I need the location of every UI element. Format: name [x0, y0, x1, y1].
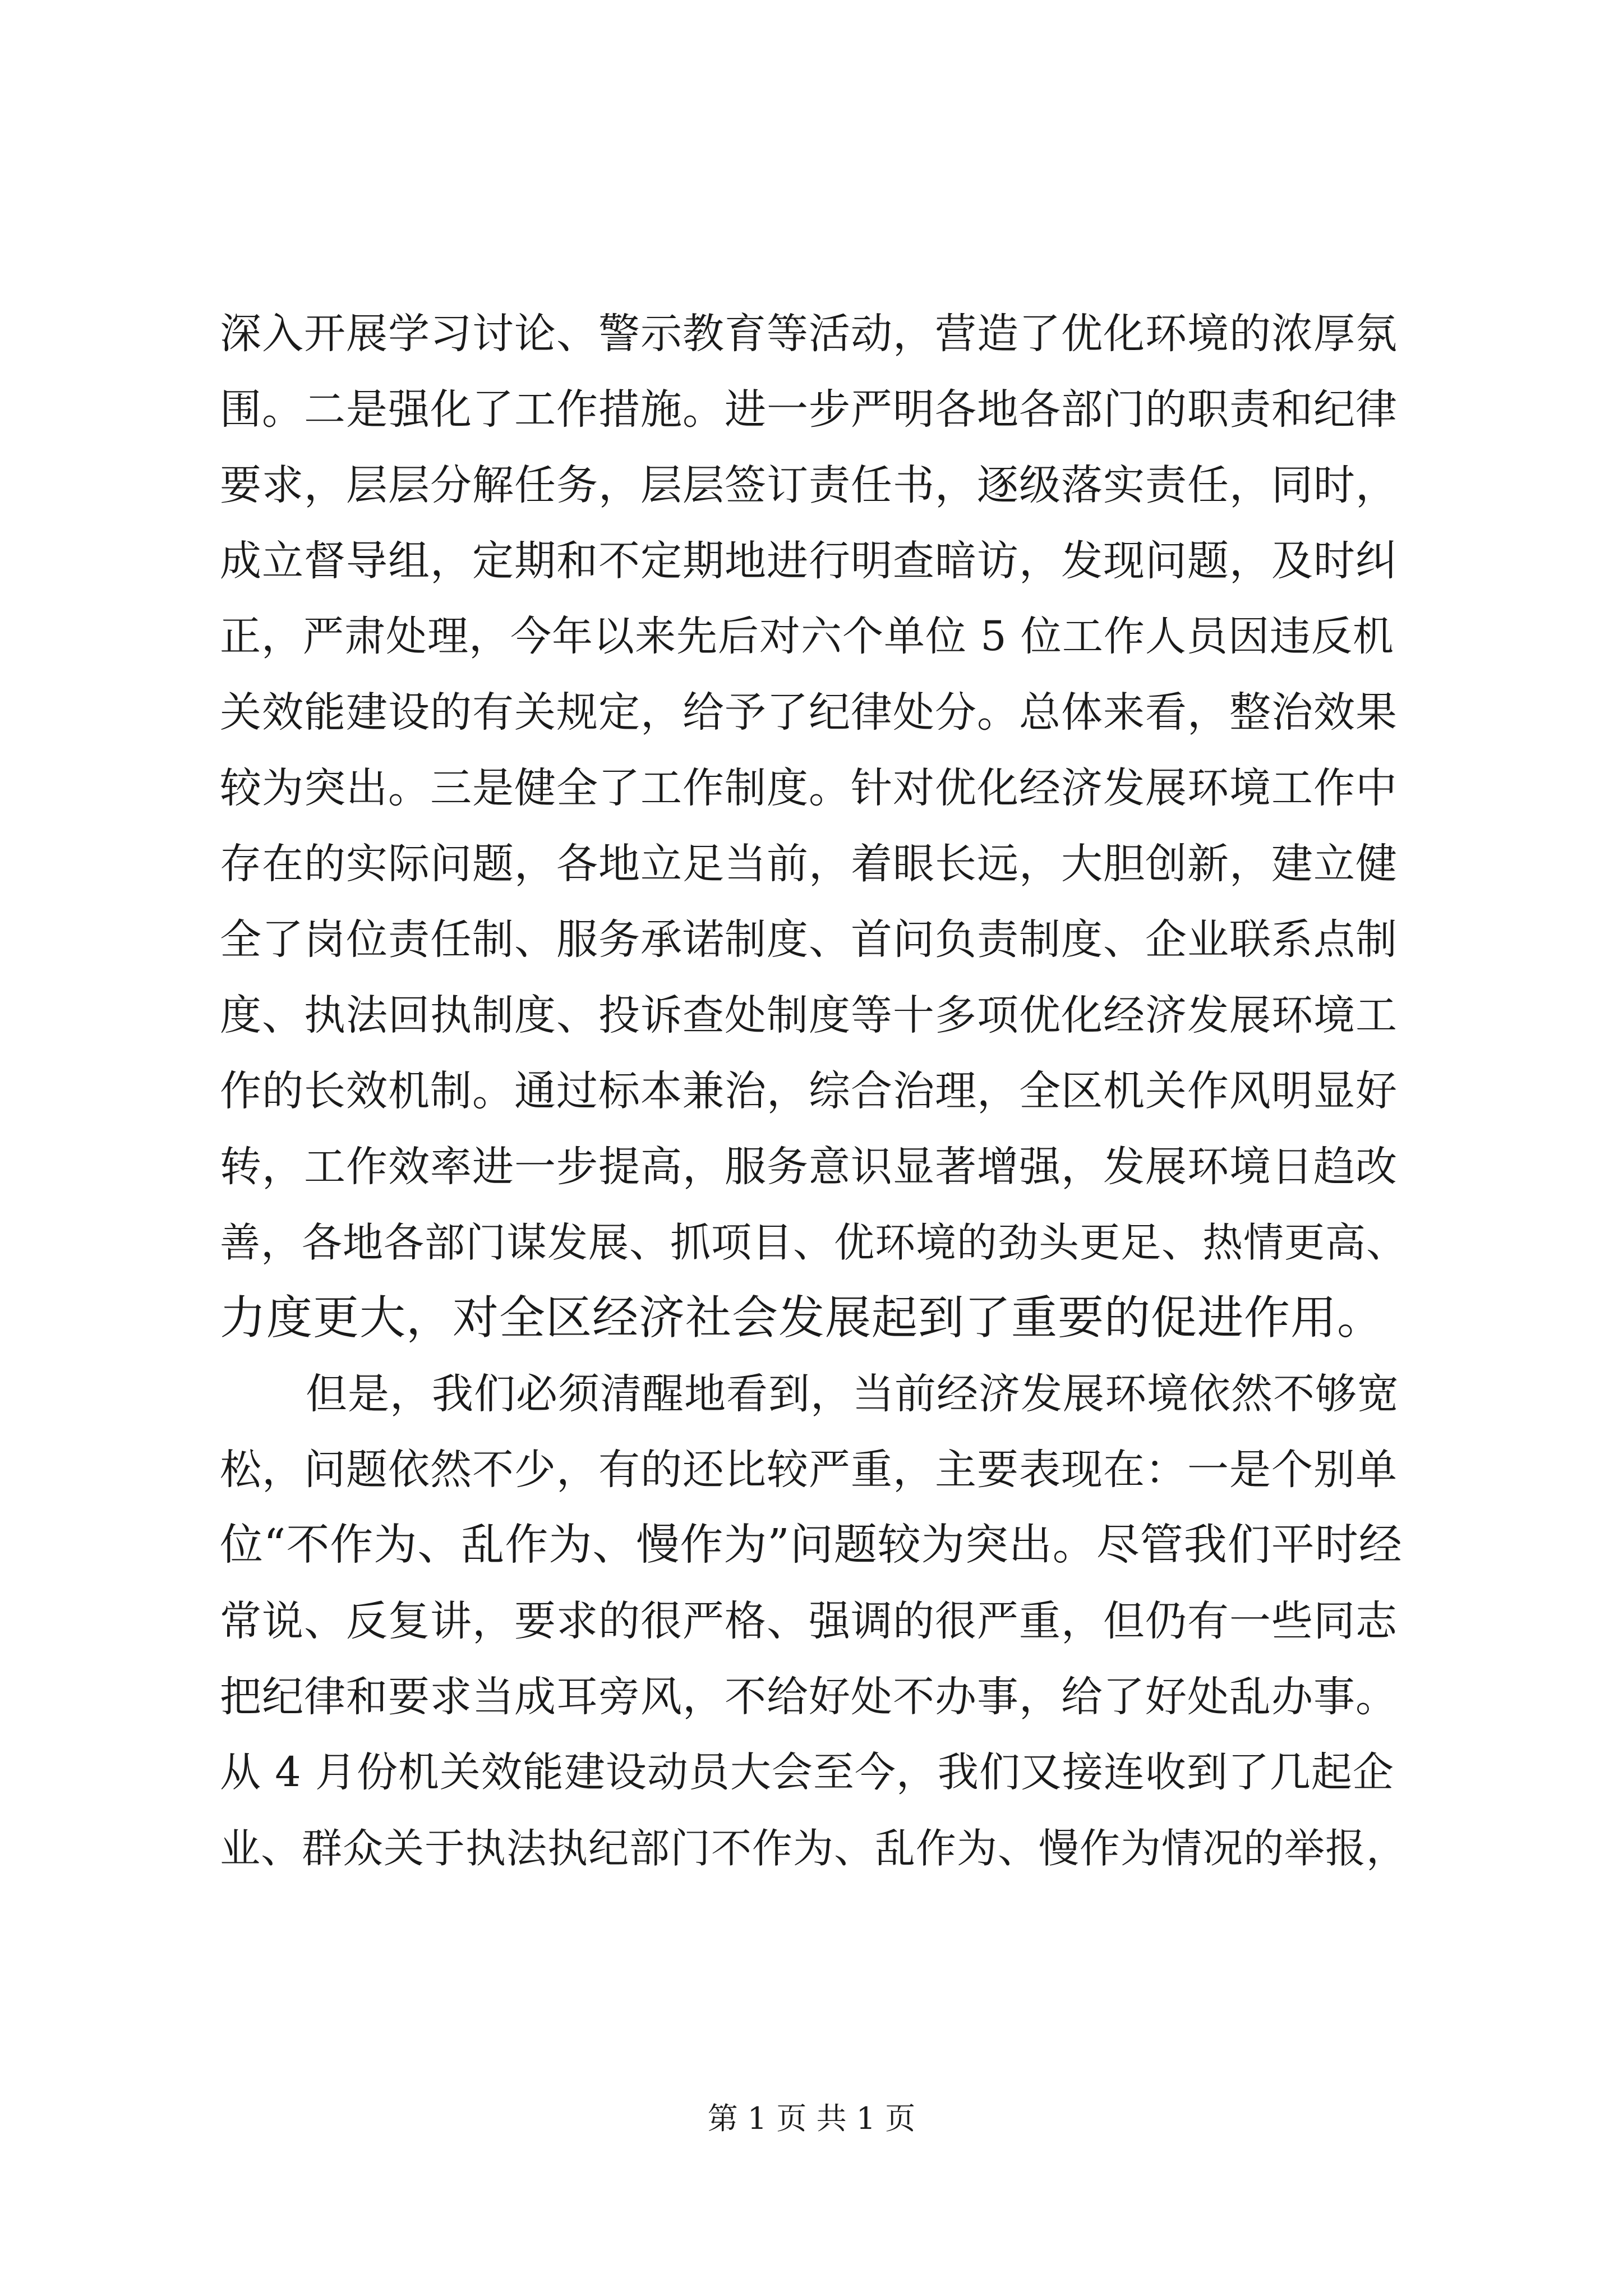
text-line: 善，各地各部门谋发展、抓项目、优环境的劲头更足、热情更高、 — [220, 1219, 1408, 1266]
text-line: 正，严肃处理，今年以来先后对六个单位 5 位工作人员因违反机 — [220, 613, 1394, 660]
text-line: 要求，层层分解任务，层层签订责任书，逐级落实责任，同时， — [220, 461, 1398, 509]
text-line: 业、群众关于执法执纪部门不作为、乱作为、慢作为情况的举报， — [220, 1825, 1408, 1872]
text-line: 把纪律和要求当成耳旁风，不给好处不办事，给了好处乱办事。 — [220, 1673, 1398, 1721]
text-line: 存在的实际问题，各地立足当前，着眼长远，大胆创新，建立健 — [220, 840, 1398, 888]
page-footer: 第 1 页 共 1 页 — [707, 2101, 916, 2136]
text-line: 较为突出。三是健全了工作制度。针对优化经济发展环境工作中 — [220, 764, 1398, 812]
text-line: 位“不作为、乱作为、慢作为”问题较为突出。尽管我们平时经 — [220, 1520, 1403, 1570]
text-line: 力度更大，对全区经济社会发展起到了重要的促进作用。 — [220, 1291, 1384, 1345]
text-line: 作的长效机制。通过标本兼治，综合治理，全区机关作风明显好 — [220, 1067, 1398, 1115]
text-line: 从 4 月份机关效能建设动员大会至今，我们又接连收到了几起企 — [220, 1749, 1394, 1796]
text-line: 全了岗位责任制、服务承诺制度、首问负责制度、企业联系点制 — [220, 915, 1398, 964]
text-line: 深入开展学习讨论、警示教育等活动，营造了优化环境的浓厚氛 — [220, 310, 1398, 358]
text-line: 围。二是强化了工作措施。进一步严明各地各部门的职责和纪律 — [220, 385, 1398, 434]
text-line: 度、执法回执制度、投诉查处制度等十多项优化经济发展环境工 — [220, 991, 1398, 1039]
text-line: 转，工作效率进一步提高，服务意识显著增强，发展环境日趋改 — [220, 1143, 1398, 1191]
text-line: 常说、反复讲，要求的很严格、强调的很严重，但仍有一些同志 — [220, 1597, 1398, 1645]
text-line: 松，问题依然不少，有的还比较严重，主要表现在：一是个别单 — [220, 1446, 1398, 1494]
text-line: 成立督导组，定期和不定期地进行明查暗访，发现问题，及时纠 — [220, 537, 1398, 585]
paragraph-start-line: 但是，我们必须清醒地看到，当前经济发展环境依然不够宽 — [306, 1370, 1399, 1418]
text-line: 关效能建设的有关规定，给予了纪律处分。总体来看，整治效果 — [220, 688, 1398, 737]
